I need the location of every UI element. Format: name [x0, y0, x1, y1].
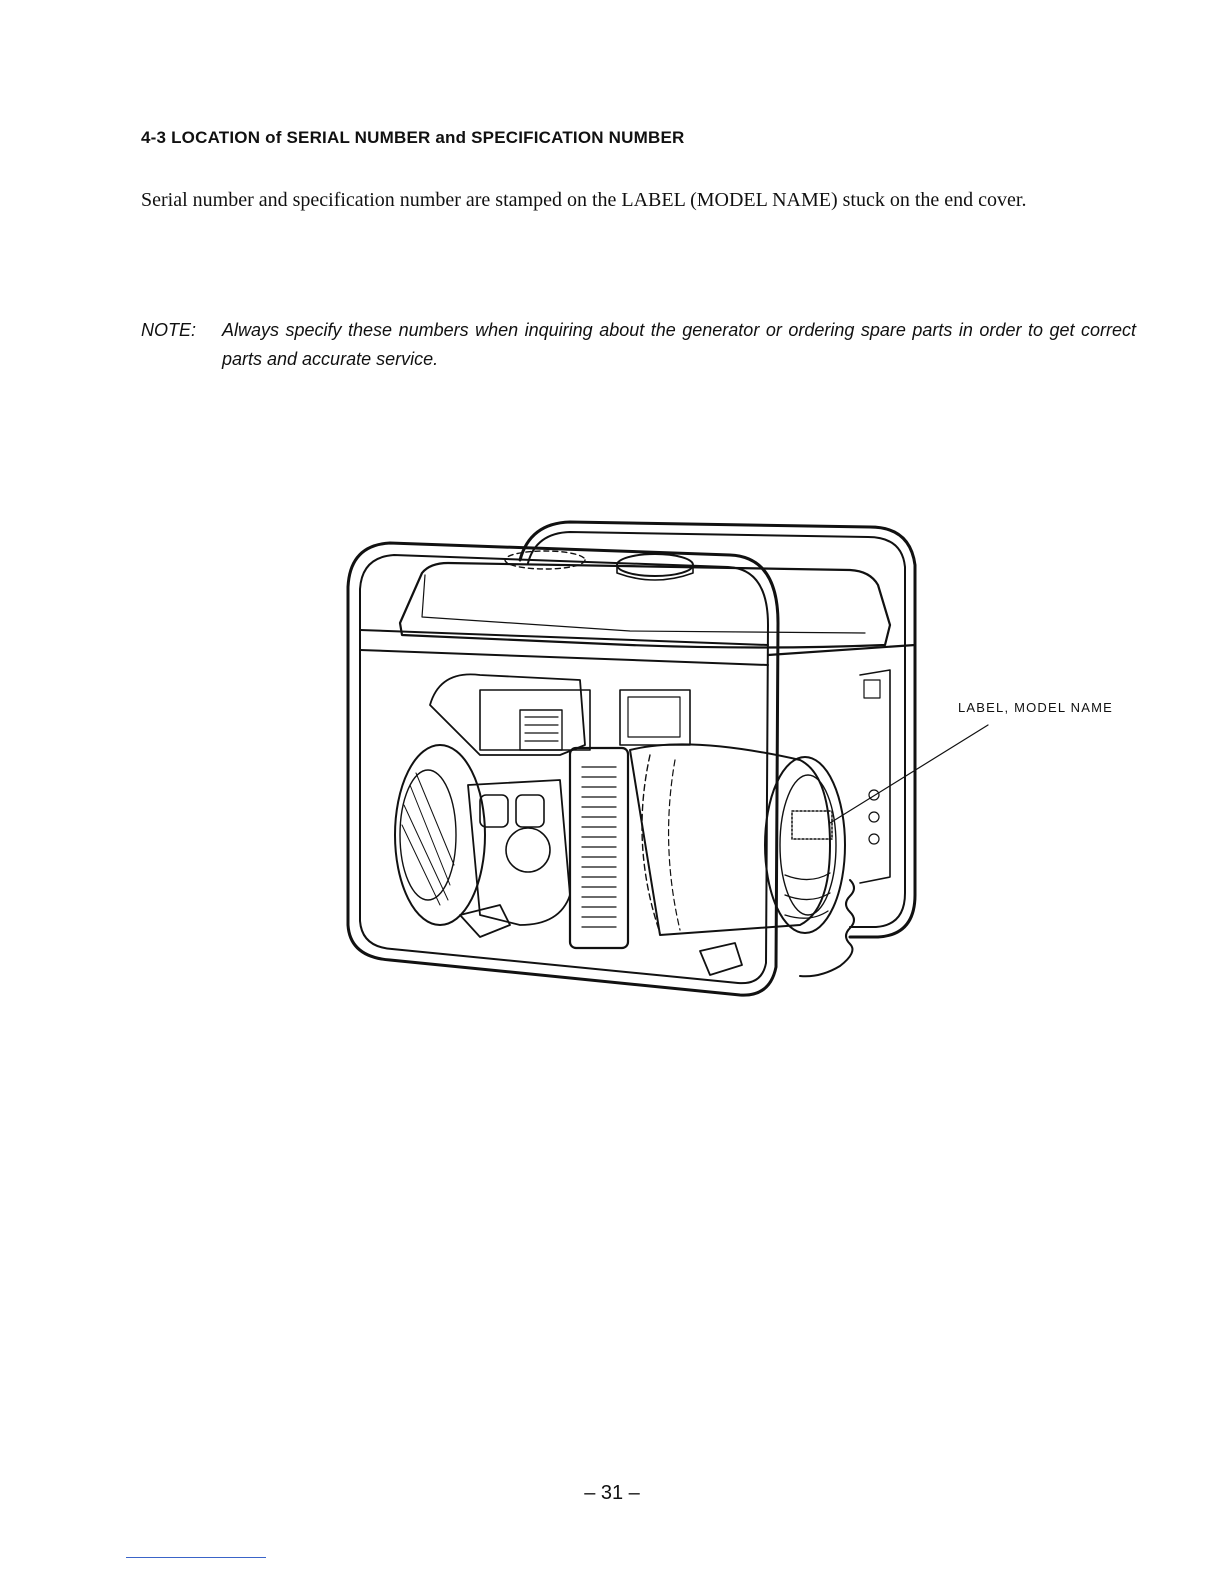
- control-panel: [570, 748, 628, 948]
- note-block: [141, 316, 1136, 374]
- note-label: NOTE:: [141, 320, 197, 340]
- callout-leader: [830, 725, 988, 823]
- generator-illustration: [330, 505, 1150, 1035]
- model-name-label: [792, 811, 832, 839]
- note-text: Always specify these numbers when inquiring about the generator or ordering spare parts in order to get correct parts and accurate service.: [222, 320, 1136, 369]
- recoil-starter: [395, 745, 485, 925]
- section-heading: 4-3 LOCATION of SERIAL NUMBER and SPECIFICATION NUMBER: [141, 128, 685, 147]
- rear-frame: [520, 522, 915, 937]
- callout-label: LABEL, MODEL NAME: [958, 700, 1114, 715]
- rear-foot: [700, 943, 742, 975]
- footer-rule: [126, 1557, 266, 1558]
- page-number: – 31 –: [584, 1482, 640, 1504]
- front-frame: [348, 543, 778, 995]
- body-paragraph: Serial number and specification number are stamped on the LABEL (MODEL NAME) stuck on the end cover.: [141, 189, 1027, 211]
